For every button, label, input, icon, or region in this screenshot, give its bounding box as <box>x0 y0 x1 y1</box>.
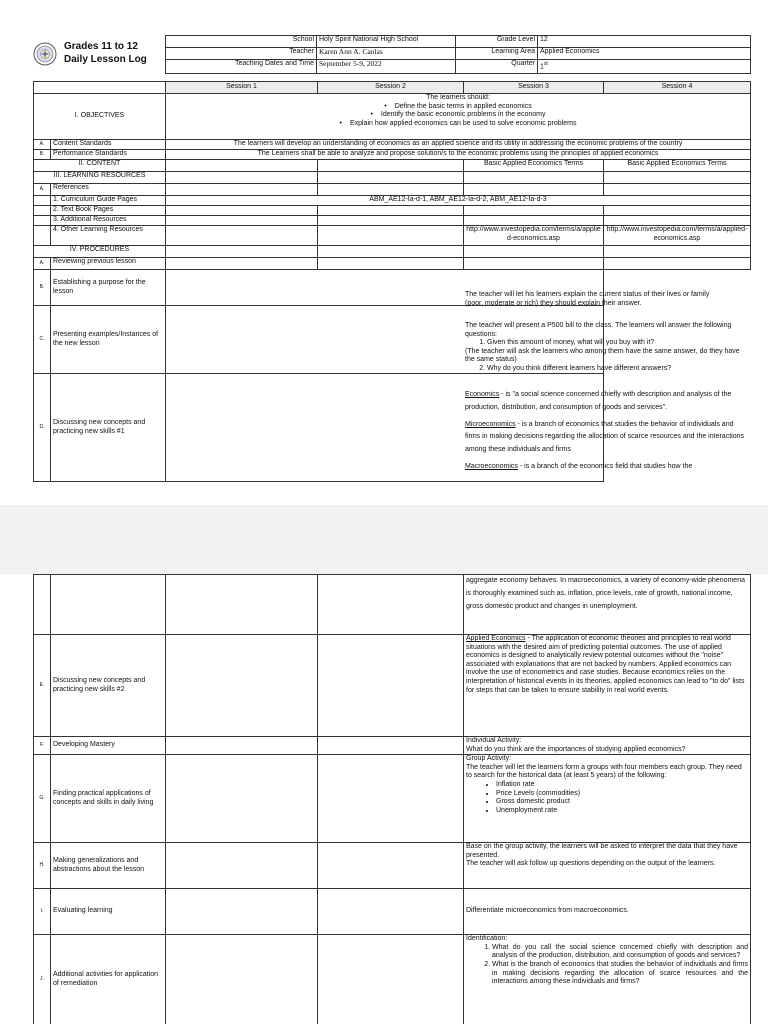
performance-standards-text: The Learners shall be able to analyze and propose solution/s to the economic problems using the principles of applied economics <box>166 150 751 160</box>
session-1-header: Session 1 <box>166 82 318 94</box>
dates-value: September 5-9, 2022 <box>317 60 456 74</box>
session-2-header: Session 2 <box>318 82 464 94</box>
procedure-i-text: Differentiate microeconomics from macroeconomics. <box>464 889 751 935</box>
resource-link[interactable]: http://www.investopedia.com/terms/a/applied-economics.asp <box>604 226 751 246</box>
procedure-d-continued-row <box>34 575 751 635</box>
data-item: • Inflation rate <box>496 781 748 790</box>
deped-seal-icon <box>33 42 57 66</box>
procedure-g-label: Finding practical applications of concepts and skills in daily living <box>51 755 166 843</box>
procedure-b-text: The teacher will let his learners explain the current status of their lives or family (poor, moderate or rich) they should explain their answer. <box>465 291 710 307</box>
quarter-label: Quarter <box>456 60 538 74</box>
procedure-j-text: Identification: 1. What do you call the social science concerned chiefly with description and analysis of the production, distribution, and consumption of goods and services? 2. What is the branch of economics that studies the behavior of individuals and firms in making decisions regarding the allocation of scarce resources and the interactions among these individuals and firms? <box>464 935 751 1024</box>
learning-resources-label: III. LEARNING RESOURCES <box>34 172 166 184</box>
content-standards-label: Content Standards <box>51 140 166 150</box>
objective-item: • Define the basic terms in applied economics <box>168 103 748 112</box>
procedure-f-row: F. Developing Mastery Individual Activity: What do you think are the importances of studying applied economics? <box>34 737 751 755</box>
procedure-f-text: Individual Activity: What do you think are the importances of studying applied economics? <box>464 737 751 755</box>
header-info-table <box>165 35 751 74</box>
objectives-text: The learners should: • Define the basic terms in applied economics • Identify the basic economic problems in the economy • Explain how applied economics can be used to solve economic problems <box>166 94 751 140</box>
grade-level-value: 12 <box>538 36 751 48</box>
procedure-d-text: Economics - is "a social science concerned chiefly with description and analysis of the production, distribution, and consumption of goods and services". Microeconomics - is a branch of economics that studies the behavior of individuals and firms in making decisions regarding the allocation of scarce resources and the interactions among these individuals and firms Macroeconomics - is a branch of the economics field that studies how the <box>465 391 744 470</box>
content-session-3: Basic Applied Economics Terms <box>464 160 604 172</box>
procedures-label: IV. PROCEDURES <box>34 246 166 258</box>
procedure-e-text: Applied Economics - The application of economic theories and principles to real world situations with the desired aim of predicting potential outcomes. The use of applied economics is designed to analytically review potential outcomes without the "noise" associated with explanations that are not backed by numbers. Applied economics can involve the use of econometrics and case studies. Because economics relies on the interpretation of historical events in its theories, applied economics can lead to "to do" lists for steps that can be taken to ensure stability in real world events. <box>464 635 751 737</box>
teacher-value: Karen Ann A. Canlas <box>317 48 456 60</box>
procedure-i-label: Evaluating learning <box>51 889 166 935</box>
other-resources-row <box>34 226 751 246</box>
procedure-g-row: G. Finding practical applications of concepts and skills in daily living Group Activity: The teacher will let the learners form a groups with four members each group. They need to search for the historical data (at least 5 years) of the following: • Inflation rate • Price Levels (commodities) • Gross domestic product • Unemployment rate <box>34 755 751 843</box>
session-3-header: Session 3 <box>464 82 604 94</box>
procedure-f-label: Developing Mastery <box>51 737 166 755</box>
procedure-a-label: Reviewing previous lesson <box>51 258 166 270</box>
learning-area-value: Applied Economics <box>538 48 751 60</box>
procedure-j-row: J. Additional activities for application of remediation Identification: 1. What do you call the social science concerned chiefly with description and analysis of the production, distribution, and consumption of goods and services? 2. What is the branch of economics that studies the behavior of individuals and firms in making decisions regarding the allocation of scarce resources and the interactions among these individuals and firms? <box>34 935 751 1024</box>
objectives-label: I. OBJECTIVES <box>34 94 166 140</box>
procedures-row <box>34 246 751 258</box>
procedure-b-label: Establishing a purpose for the lesson <box>51 270 166 306</box>
learning-resources-row <box>34 172 751 184</box>
text-book-label: 2. Text Book Pages <box>51 206 166 216</box>
procedure-c-row: C. Presenting examples/Instances of the new lesson <box>34 306 751 374</box>
term-economics: Economics <box>465 391 500 398</box>
procedure-d-row: D. Discussing new concepts and practicing new skills #1 <box>34 374 751 482</box>
dates-label: Teaching Dates and Time <box>166 60 317 74</box>
data-item: • Gross domestic product <box>496 798 748 807</box>
procedure-c-text: The teacher will present a P500 bill to the class. The learners will answer the following questions: 1. Given this amount of money, what will you buy with it? (The teacher will ask the learners who among them have the same answer, do they have the same status) 2. Why do you think different learners have different answers? <box>465 322 748 374</box>
document-page-1 <box>0 0 768 505</box>
content-standards-row: A. Content Standards The learners will develop an understanding of economics as an applied science and its utility in addressing the economic problems of the country <box>34 140 751 150</box>
curriculum-guide-row <box>34 196 751 206</box>
procedure-h-label: Making generalizations and abstractions about the lesson <box>51 843 166 889</box>
objectives-row <box>34 94 751 140</box>
additional-resources-row <box>34 216 751 226</box>
school-label: School <box>166 36 317 48</box>
procedure-g-text: Group Activity: The teacher will let the learners form a groups with four members each group. They need to search for the historical data (at least 5 years) of the following: • Inflation rate • Price Levels (commodities) • Gross domestic product • Unemployment rate <box>464 755 751 843</box>
procedure-e-row: E. Discussing new concepts and practicing new skills #2 Applied Economics - The application of economic theories and principles to real world situations with the desired aim of predicting potential outcomes. The use of applied economics is designed to analytically review potential outcomes without the "noise" associated with explanations that are not backed by numbers. Applied economics can involve the use of econometrics and case studies. Because economics relies on the interpretation of historical events in its theories, applied economics can lead to "to do" lists for steps that can be taken to ensure stability in real world events. <box>34 635 751 737</box>
text-book-row <box>34 206 751 216</box>
content-session-4: Basic Applied Economics Terms <box>604 160 751 172</box>
procedure-h-row: H. Making generalizations and abstractions about the lesson Base on the group activity, the learners will be asked to interpret the data that they have presented. The teacher will ask follow up questions depending on the output of the learners. <box>34 843 751 889</box>
performance-standards-label: Performance Standards <box>51 150 166 160</box>
references-label: References <box>51 184 166 196</box>
curriculum-guide-label: 1. Curriculum Guide Pages <box>51 196 166 206</box>
content-standards-text: The learners will develop an understanding of economics as an applied science and its utility in addressing the economic problems of the country <box>166 140 751 150</box>
objective-item: • Identify the basic economic problems in the economy <box>168 111 748 120</box>
objective-item: • Explain how applied economics can be used to solve economic problems <box>168 120 748 129</box>
page-gap <box>0 505 768 574</box>
lesson-log-table-continued <box>33 574 751 1024</box>
log-title: Grades 11 to 12 Daily Lesson Log <box>64 41 147 65</box>
curriculum-guide-value: ABM_AE12-Ia-d-1, ABM_AE12-Ia-d-2, ABM_AE12-Ia-d-3 <box>166 196 751 206</box>
content-row <box>34 160 751 172</box>
school-value: Holy Spirit National High School <box>317 36 456 48</box>
data-item: • Price Levels (commodities) <box>496 790 748 799</box>
data-item: • Unemployment rate <box>496 807 748 816</box>
session-4-header: Session 4 <box>604 82 751 94</box>
content-label: II. CONTENT <box>34 160 166 172</box>
grade-level-label: Grade Level <box>456 36 538 48</box>
additional-resources-label: 3. Additional Resources <box>51 216 166 226</box>
performance-standards-row: B. Performance Standards The Learners shall be able to analyze and propose solution/s to the economic problems using the principles of applied economics <box>34 150 751 160</box>
resource-link[interactable]: http://www.investopedia.com/terms/a/applied-economics.asp <box>464 226 604 246</box>
procedure-c-label: Presenting examples/Instances of the new lesson <box>51 306 166 374</box>
term-macroeconomics: Macroeconomics <box>465 462 518 470</box>
learning-area-label: Learning Area <box>456 48 538 60</box>
term-applied-economics: Applied Economics <box>466 635 526 642</box>
procedure-h-text: Base on the group activity, the learners will be asked to interpret the data that they have presented. The teacher will ask follow up questions depending on the output of the learners. <box>464 843 751 889</box>
teacher-label: Teacher <box>166 48 317 60</box>
references-row: A. References <box>34 184 751 196</box>
procedure-i-row: I. Evaluating learning Differentiate microeconomics from macroeconomics. <box>34 889 751 935</box>
procedure-j-label: Additional activities for application of remediation <box>51 935 166 1024</box>
procedure-e-label: Discussing new concepts and practicing new skills #2 <box>51 635 166 737</box>
quarter-value: 1st <box>538 60 751 74</box>
other-resources-label: 4. Other Learning Resources <box>51 226 166 246</box>
term-microeconomics: Microeconomics <box>465 420 516 428</box>
procedure-d-continued-text: aggregate economy behaves. In macroeconomics, a variety of economy-wide phenomena is thoroughly examined such as, inflation, price levels, rate of growth, national income, gross domestic product and changes in unemployment. <box>464 575 751 635</box>
procedure-b-row: B. Establishing a purpose for the lesson <box>34 270 751 306</box>
procedure-d-label: Discussing new concepts and practicing new skills #1 <box>51 374 166 482</box>
document-page-2 <box>0 574 768 1024</box>
procedure-a-row: A. Reviewing previous lesson <box>34 258 751 270</box>
